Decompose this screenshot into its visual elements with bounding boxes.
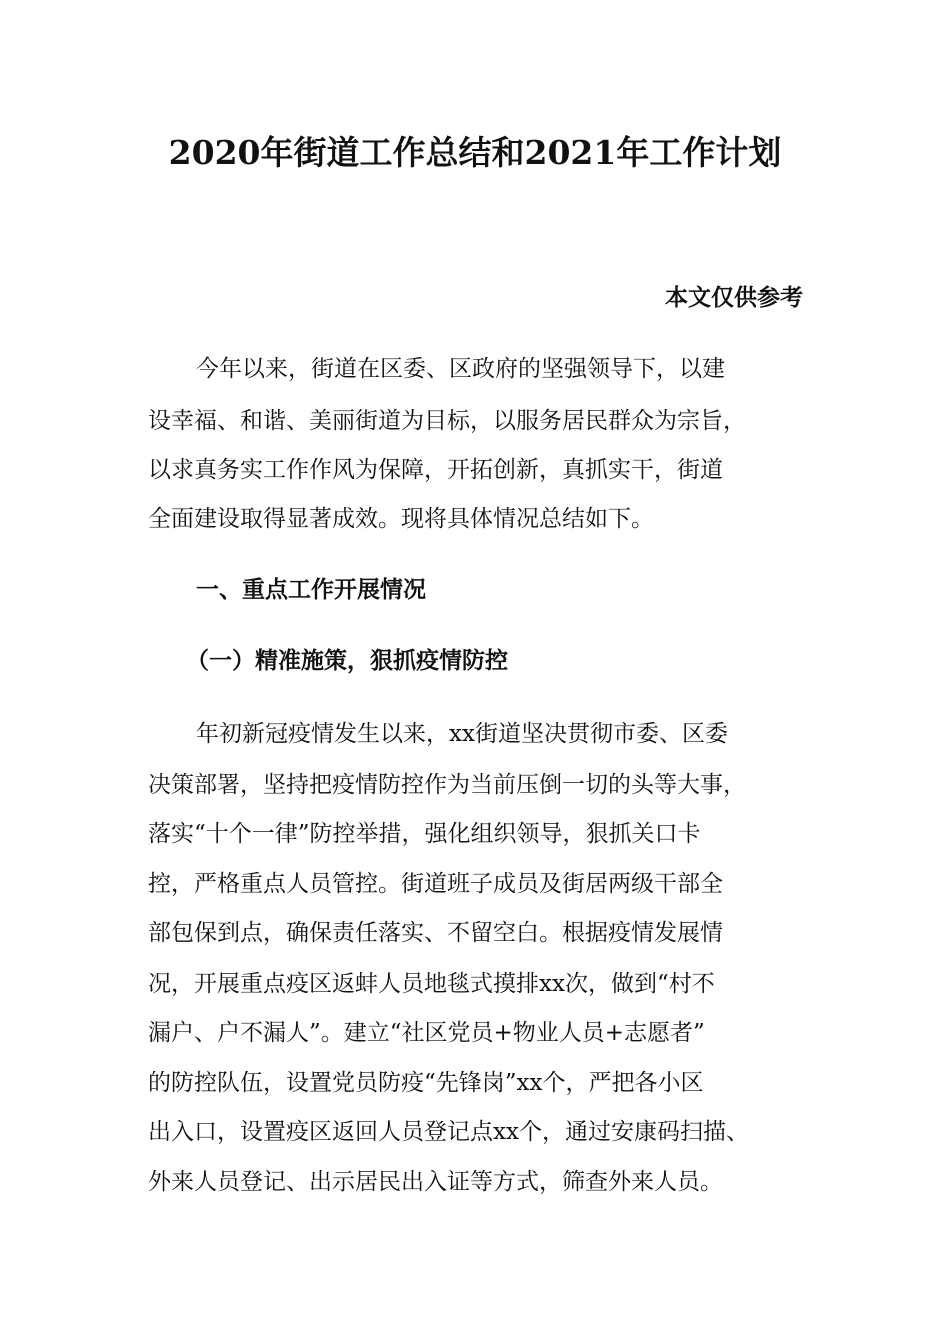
reference-note: 本文仅供参考 [665,284,803,311]
body-line: 落实“十个一律”防控举措，强化组织领导，狠抓关口卡 [148,821,701,847]
intro-line: 以求真务实工作作风为保障，开拓创新，真抓实干，街道 [148,457,723,483]
body-line: 况，开展重点疫区返蚌人员地毯式摸排xx次，做到“村不 [148,971,715,997]
intro-line: 今年以来，街道在区委、区政府的坚强领导下，以建 [196,356,725,382]
subsection-heading: （一）精准施策，狠抓疫情防控 [186,647,508,674]
body-line: 决策部署，坚持把疫情防控作为当前压倒一切的头等大事， [148,772,746,798]
section-heading: 一、重点工作开展情况 [196,576,426,603]
document-title: 2020年街道工作总结和2021年工作计划 [168,133,782,172]
body-line: 年初新冠疫情发生以来，xx街道坚决贯彻市委、区委 [196,721,728,747]
body-line: 控，严格重点人员管控。街道班子成员及街居两级干部全 [148,871,723,897]
body-line: 外来人员登记、出示居民出入证等方式，筛查外来人员。 [148,1169,723,1195]
body-line: 的防控队伍，设置党员防疫“先锋岗”xx个，严把各小区 [148,1070,704,1096]
body-line: 部包保到点，确保责任落实、不留空白。根据疫情发展情 [148,920,723,946]
intro-line: 设幸福、和谐、美丽街道为目标，以服务居民群众为宗旨， [148,408,746,434]
body-line: 出入口，设置疫区返回人员登记点xx个，通过安康码扫描、 [148,1119,749,1145]
body-line: 漏户、户不漏人”。建立“社区党员+物业人员+志愿者” [148,1020,705,1046]
intro-line: 全面建设取得显著成效。现将具体情况总结如下。 [148,506,654,532]
